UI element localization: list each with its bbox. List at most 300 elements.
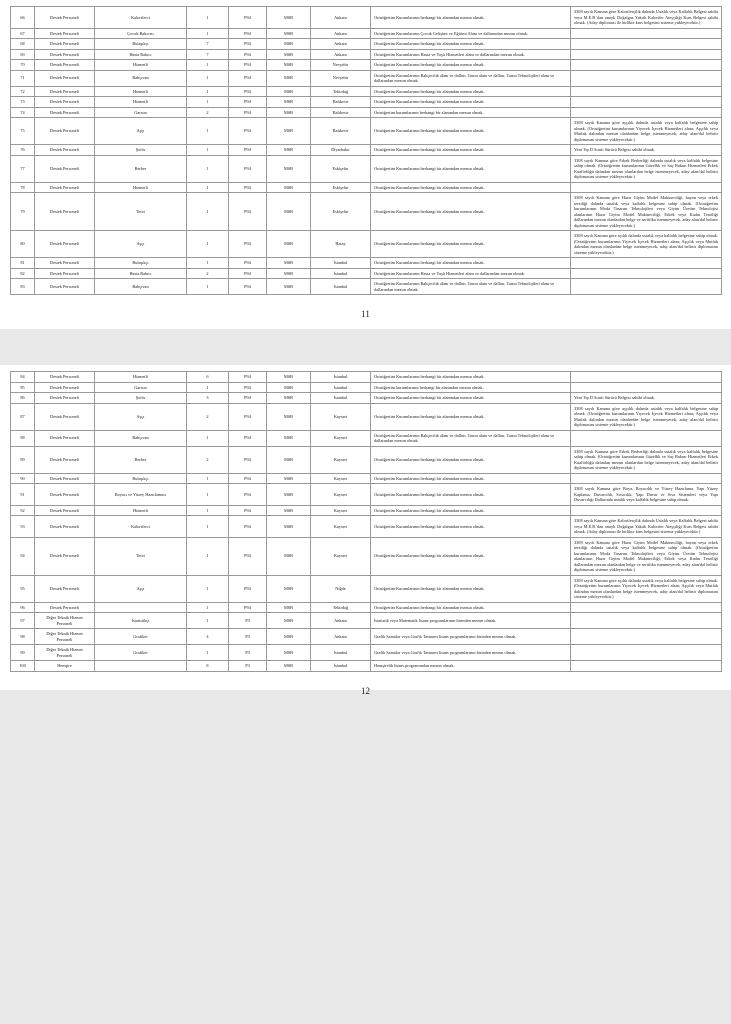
institution-cell: MSB bbox=[267, 382, 311, 393]
institution-cell: MSB bbox=[267, 403, 311, 430]
personnel-class-cell: Diğer Teknik Hizmet Personeli bbox=[35, 629, 95, 645]
table-row bbox=[11, 484, 722, 506]
table-row bbox=[11, 372, 722, 383]
table-row bbox=[11, 193, 722, 231]
table-row bbox=[11, 661, 722, 672]
table-row bbox=[11, 279, 722, 295]
education-requirement-cell: Ortaöğretim Kurumlarının herhangi bir alanından mezun olmak. bbox=[371, 505, 571, 516]
row-number-cell: 67 bbox=[11, 28, 35, 39]
score-type-cell: P94 bbox=[229, 28, 267, 39]
score-type-cell: P94 bbox=[229, 258, 267, 269]
quantity-cell: 7 bbox=[187, 39, 229, 50]
row-number-cell: 93 bbox=[11, 516, 35, 538]
other-requirement-cell bbox=[571, 372, 722, 383]
table-row bbox=[11, 613, 722, 629]
row-number-cell: 74 bbox=[11, 107, 35, 118]
score-type-cell: P94 bbox=[229, 70, 267, 86]
institution-cell: MSB bbox=[267, 193, 311, 231]
job-title-cell: Berber bbox=[95, 446, 187, 473]
table-row bbox=[11, 28, 722, 39]
institution-cell: MSB bbox=[267, 279, 311, 295]
document-page-12 bbox=[0, 365, 731, 696]
row-number-cell: 71 bbox=[11, 70, 35, 86]
other-requirement-cell: 3308 sayılı Kanuna göre Kaloriferçilik dalında Ustalık veya Kalfalık Belgesi sahibi veya M.E.B.'dan onaylı Doğalgaz Yakıtlı Kalorifer Ateşçiliği Kurs Belgesi sahibi olmak. (Aday diploması ile birlikte kurs belgesini sisteme yükleyecektir.) bbox=[571, 7, 722, 29]
education-requirement-cell: Ortaöğretim Kurumlarının Hasta ve Yaşlı Hizmetleri alanı ve dallarından mezun olmak. bbox=[371, 268, 571, 279]
quantity-cell: 1 bbox=[187, 473, 229, 484]
job-title-cell: Aşçı bbox=[95, 231, 187, 258]
other-requirement-cell: 3308 sayılı Kanuna göre Hazır Giyim Model Makineciliği, bayan veya erkek terziliği dalında ustalık veya kalfalık belgesine sahip olmak. (Ortaöğretim kurumlarının Moda Tasarım Teknolojileri veya Giyim Üretim Teknolojisi alanlarının Hazır Giyim Model Makineciliği, Erkek veya Kadın Terziliği dallarından mezun olanlardan belge ve sertifika istenmeyecek, aday alan/dal belirtir diplomasını sisteme yükleyecektir.) bbox=[571, 193, 722, 231]
table-row bbox=[11, 505, 722, 516]
job-title-cell: Bulaşıkçı bbox=[95, 258, 187, 269]
quantity-cell: 2 bbox=[187, 268, 229, 279]
personnel-class-cell: Destek Personeli bbox=[35, 28, 95, 39]
institution-cell: MSB bbox=[267, 613, 311, 629]
personnel-class-cell: Destek Personeli bbox=[35, 602, 95, 613]
other-requirement-cell: Yeni Tip D Sınıfı Sürücü Belgesi sahibi olmak. bbox=[571, 393, 722, 404]
other-requirement-cell bbox=[571, 182, 722, 193]
quantity-cell: 1 bbox=[187, 193, 229, 231]
score-type-cell: P94 bbox=[229, 430, 267, 446]
job-title-cell: Aşçı bbox=[95, 575, 187, 602]
table-row bbox=[11, 537, 722, 575]
score-type-cell: P94 bbox=[229, 382, 267, 393]
score-type-cell: P3 bbox=[229, 613, 267, 629]
score-type-cell: P94 bbox=[229, 473, 267, 484]
education-requirement-cell: Ortaöğretim Kurumlarının herhangi bir alanından mezun olmak. bbox=[371, 231, 571, 258]
education-requirement-cell: Ortaöğretim Kurumlarının herhangi bir alanından mezun olmak. bbox=[371, 60, 571, 71]
province-cell: Kayseri bbox=[311, 484, 371, 506]
quantity-cell: 1 bbox=[187, 645, 229, 661]
score-type-cell: P94 bbox=[229, 505, 267, 516]
province-cell: İstanbul bbox=[311, 268, 371, 279]
personnel-class-cell: Destek Personeli bbox=[35, 86, 95, 97]
job-title-cell: Berber bbox=[95, 155, 187, 182]
province-cell: Tekirdağ bbox=[311, 602, 371, 613]
quantity-cell: 8 bbox=[187, 661, 229, 672]
job-title-cell: Bahçıvan bbox=[95, 430, 187, 446]
personnel-class-cell: Destek Personeli bbox=[35, 107, 95, 118]
education-requirement-cell: Grafik Sanatlar veya Grafik Tasarımı lisans programlarının birinden mezun olmak. bbox=[371, 629, 571, 645]
province-cell: Kayseri bbox=[311, 505, 371, 516]
other-requirement-cell bbox=[571, 430, 722, 446]
institution-cell: MSB bbox=[267, 645, 311, 661]
row-number-cell: 72 bbox=[11, 86, 35, 97]
other-requirement-cell: 3308 sayılı Kanuna göre açılık dalında ustalık veya kalfalık belgesine sahip olmak. (Ortaöğretim kurumlarının Yiyecek İçecek Hizmetleri alanı; Aşçılık veya Mutfak dalından mezun olanlardan belge istenmeyecek, aday alan/dal belirtir diplomasını sisteme yükleyecektir.) bbox=[571, 575, 722, 602]
score-type-cell: P94 bbox=[229, 372, 267, 383]
other-requirement-cell bbox=[571, 279, 722, 295]
province-cell: İstanbul bbox=[311, 661, 371, 672]
institution-cell: MSB bbox=[267, 430, 311, 446]
other-requirement-cell bbox=[571, 505, 722, 516]
other-requirement-cell bbox=[571, 39, 722, 50]
province-cell: Kayseri bbox=[311, 473, 371, 484]
row-number-cell: 75 bbox=[11, 118, 35, 145]
table-row bbox=[11, 97, 722, 108]
institution-cell: MSB bbox=[267, 39, 311, 50]
score-type-cell: P94 bbox=[229, 268, 267, 279]
job-title-cell: Hizmetli bbox=[95, 97, 187, 108]
quantity-cell: 1 bbox=[187, 97, 229, 108]
job-title-cell bbox=[95, 602, 187, 613]
education-requirement-cell: Ortaöğretim Kurumlarının herhangi bir alanından mezun olmak. bbox=[371, 193, 571, 231]
score-type-cell: P94 bbox=[229, 403, 267, 430]
score-type-cell: P94 bbox=[229, 39, 267, 50]
other-requirement-cell bbox=[571, 60, 722, 71]
row-number-cell: 81 bbox=[11, 258, 35, 269]
personnel-class-cell: Destek Personeli bbox=[35, 575, 95, 602]
table-row bbox=[11, 86, 722, 97]
other-requirement-cell: 3308 sayılı Kanuna göre aşçılık dalında ustalık veya kalfalık belgesine sahip olmak. (Ortaöğretim kurumlarının Yiyecek İçecek Hizmetleri alanı; Aşçılık veya Mutfak dalından mezun olanlardan belge istenmeyecek, aday alan/dal belirtir diplomasını sisteme yükleyecektir.) bbox=[571, 403, 722, 430]
quantity-cell: 1 bbox=[187, 258, 229, 269]
score-type-cell: P3 bbox=[229, 645, 267, 661]
province-cell: Ankara bbox=[311, 39, 371, 50]
job-title-cell: Şoför bbox=[95, 145, 187, 156]
row-number-cell: 97 bbox=[11, 613, 35, 629]
row-number-cell: 91 bbox=[11, 484, 35, 506]
education-requirement-cell: Ortaöğretim Kurumlarının herhangi bir alanından mezun olmak. bbox=[371, 484, 571, 506]
institution-cell: MSB bbox=[267, 258, 311, 269]
other-requirement-cell bbox=[571, 602, 722, 613]
province-cell: Kayseri bbox=[311, 403, 371, 430]
institution-cell: MSB bbox=[267, 60, 311, 71]
quantity-cell: 1 bbox=[187, 7, 229, 29]
province-cell: İstanbul bbox=[311, 258, 371, 269]
province-cell: Nevşehir bbox=[311, 70, 371, 86]
province-cell: Eskişehir bbox=[311, 182, 371, 193]
personnel-class-cell: Destek Personeli bbox=[35, 372, 95, 383]
table-row bbox=[11, 118, 722, 145]
other-requirement-cell: 3308 sayılı Kanuna göre aşçılık dalında ustalık veya kalfalık belgesine sahip olmak. (Ortaöğretim kurumlarının Yiyecek İçecek Hizmetleri alanı; Aşçılık veya Mutfak dalından mezun olanlardan belge istenmeyecek, aday alan/dal belirtir diplomasını sisteme yükleyecektir.) bbox=[571, 118, 722, 145]
institution-cell: MSB bbox=[267, 7, 311, 29]
institution-cell: MSB bbox=[267, 446, 311, 473]
quantity-cell: 2 bbox=[187, 107, 229, 118]
table-row bbox=[11, 473, 722, 484]
row-number-cell: 77 bbox=[11, 155, 35, 182]
personnel-class-cell: Destek Personeli bbox=[35, 193, 95, 231]
personnel-class-cell: Hemşire bbox=[35, 661, 95, 672]
personnel-class-cell: Diğer Teknik Hizmet Personeli bbox=[35, 645, 95, 661]
province-cell: İstanbul bbox=[311, 279, 371, 295]
other-requirement-cell: 3308 sayılı Kanuna göre açılık dalında ustalık veya kalfalık belgesine sahip olmak. (Ortaöğretim kurumlarının Yiyecek İçecek Hizmetleri alanı; Aşçılık veya Mutfak dalından mezun olanlardan belge istenmeyecek, aday alan/dal belirtir diplomasını sisteme yükleyecektir.) bbox=[571, 231, 722, 258]
table-row bbox=[11, 39, 722, 50]
table-row bbox=[11, 446, 722, 473]
institution-cell: MSB bbox=[267, 97, 311, 108]
job-title-cell: Hizmetli bbox=[95, 372, 187, 383]
job-title-cell bbox=[95, 661, 187, 672]
education-requirement-cell: Ortaöğretim Kurumlarının herhangi bir alanından mezun olmak. bbox=[371, 575, 571, 602]
job-title-cell: Garson bbox=[95, 107, 187, 118]
quantity-cell: 1 bbox=[187, 382, 229, 393]
quantity-cell: 1 bbox=[187, 86, 229, 97]
score-type-cell: P94 bbox=[229, 602, 267, 613]
job-title-cell: Aşçı bbox=[95, 403, 187, 430]
personnel-class-cell: Destek Personeli bbox=[35, 430, 95, 446]
personnel-class-cell: Destek Personeli bbox=[35, 97, 95, 108]
education-requirement-cell: Grafik Sanatlar veya Grafik Tasarımı lisans programlarının birinden mezun olmak. bbox=[371, 645, 571, 661]
job-title-cell: Grafiker bbox=[95, 629, 187, 645]
row-number-cell: 99 bbox=[11, 645, 35, 661]
institution-cell: MSB bbox=[267, 575, 311, 602]
quantity-cell: 1 bbox=[187, 516, 229, 538]
province-cell: İstanbul bbox=[311, 393, 371, 404]
job-title-cell: Çocuk Bakıcısı bbox=[95, 28, 187, 39]
personnel-table-page-11 bbox=[10, 6, 722, 295]
province-cell: Balıkesir bbox=[311, 118, 371, 145]
institution-cell: MSB bbox=[267, 661, 311, 672]
personnel-class-cell: Destek Personeli bbox=[35, 7, 95, 29]
table-row bbox=[11, 268, 722, 279]
table-row bbox=[11, 145, 722, 156]
page-number-11: 11 bbox=[361, 309, 370, 319]
education-requirement-cell: Ortaöğretim Kurumlarının herhangi bir alanından mezun olmak. bbox=[371, 118, 571, 145]
other-requirement-cell bbox=[571, 473, 722, 484]
job-title-cell: Boyacı ve Yüzey Hazırlamacı bbox=[95, 484, 187, 506]
education-requirement-cell: Ortaöğretim Kurumlarının herhangi bir alanından mezun olmak. bbox=[371, 372, 571, 383]
row-number-cell: 68 bbox=[11, 39, 35, 50]
job-title-cell: Kaloriferci bbox=[95, 7, 187, 29]
score-type-cell: P94 bbox=[229, 118, 267, 145]
education-requirement-cell: Ortaöğretim Kurumlarının Hasta ve Yaşlı Hizmetleri alanı ve dallarından mezun olmak. bbox=[371, 49, 571, 60]
row-number-cell: 73 bbox=[11, 97, 35, 108]
other-requirement-cell: Yeni Tip D Sınıfı Sürücü Belgesi sahibi olmak. bbox=[571, 145, 722, 156]
job-title-cell: Bahçıvan bbox=[95, 70, 187, 86]
personnel-class-cell: Destek Personeli bbox=[35, 268, 95, 279]
province-cell: Ankara bbox=[311, 629, 371, 645]
table-row bbox=[11, 7, 722, 29]
row-number-cell: 80 bbox=[11, 231, 35, 258]
education-requirement-cell: Ortaöğretim Kurumlarının Bahçecilik alanı ve dalları, Tarım alanı ve dalları, Tarım Teknolojileri alanı ve dallarından mezun olmak. bbox=[371, 430, 571, 446]
education-requirement-cell: Ortaöğretim Kurumlarının herhangi bir alanından mezun olmak. bbox=[371, 446, 571, 473]
table-row bbox=[11, 393, 722, 404]
row-number-cell: 70 bbox=[11, 60, 35, 71]
quantity-cell: 1 bbox=[187, 231, 229, 258]
score-type-cell: P94 bbox=[229, 145, 267, 156]
education-requirement-cell: Ortaöğretim Kurumlarının herhangi bir alanından mezun olmak. bbox=[371, 393, 571, 404]
table-row bbox=[11, 231, 722, 258]
row-number-cell: 83 bbox=[11, 279, 35, 295]
score-type-cell: P94 bbox=[229, 7, 267, 29]
job-title-cell: Terzi bbox=[95, 193, 187, 231]
job-title-cell: Bulaşıkçı bbox=[95, 473, 187, 484]
other-requirement-cell bbox=[571, 86, 722, 97]
table-row bbox=[11, 70, 722, 86]
page-separator bbox=[0, 329, 731, 365]
personnel-class-cell: Destek Personeli bbox=[35, 39, 95, 50]
institution-cell: MSB bbox=[267, 107, 311, 118]
other-requirement-cell bbox=[571, 268, 722, 279]
personnel-class-cell: Destek Personeli bbox=[35, 403, 95, 430]
personnel-class-cell: Destek Personeli bbox=[35, 382, 95, 393]
other-requirement-cell bbox=[571, 645, 722, 661]
education-requirement-cell: Ortaöğretim kurumlarının herhangi bir alanından mezun olmak. bbox=[371, 107, 571, 118]
education-requirement-cell: Ortaöğretim Kurumlarının herhangi bir alanından mezun olmak. bbox=[371, 403, 571, 430]
score-type-cell: P94 bbox=[229, 193, 267, 231]
table-row bbox=[11, 382, 722, 393]
row-number-cell: 84 bbox=[11, 372, 35, 383]
table-row bbox=[11, 107, 722, 118]
row-number-cell: 76 bbox=[11, 145, 35, 156]
quantity-cell: 1 bbox=[187, 28, 229, 39]
quantity-cell: 1 bbox=[187, 279, 229, 295]
other-requirement-cell bbox=[571, 613, 722, 629]
job-title-cell: Hizmetli bbox=[95, 505, 187, 516]
province-cell: Ankara bbox=[311, 28, 371, 39]
province-cell: Kayseri bbox=[311, 516, 371, 538]
education-requirement-cell: Hemşirelik lisans programından mezun olmak. bbox=[371, 661, 571, 672]
row-number-cell: 96 bbox=[11, 602, 35, 613]
personnel-table-page-12 bbox=[10, 371, 722, 672]
job-title-cell: Garson bbox=[95, 382, 187, 393]
personnel-class-cell: Destek Personeli bbox=[35, 155, 95, 182]
education-requirement-cell: Ortaöğretim Kurumlarının herhangi bir alanından mezun olmak. bbox=[371, 97, 571, 108]
row-number-cell: 89 bbox=[11, 446, 35, 473]
row-number-cell: 66 bbox=[11, 7, 35, 29]
row-number-cell: 90 bbox=[11, 473, 35, 484]
other-requirement-cell bbox=[571, 107, 722, 118]
table-row bbox=[11, 60, 722, 71]
row-number-cell: 88 bbox=[11, 430, 35, 446]
other-requirement-cell: 3308 sayılı Kanuna göre Kaloriferçilik dalında Ustalık veya Kalfalık Belgesi sahibi veya M.E.B.'dan onaylı Doğalgaz Yakıtlı Kalorifer Ateşçiliği Kurs Belgesi sahibi olmak. (Aday diploması ile birlikte kurs belgesini sisteme yükleyecektir.) bbox=[571, 516, 722, 538]
score-type-cell: P94 bbox=[229, 155, 267, 182]
education-requirement-cell: Ortaöğretim Kurumlarının herhangi bir alanından mezun olmak. bbox=[371, 537, 571, 575]
job-title-cell: Grafiker bbox=[95, 645, 187, 661]
score-type-cell: P94 bbox=[229, 537, 267, 575]
quantity-cell: 4 bbox=[187, 629, 229, 645]
quantity-cell: 1 bbox=[187, 602, 229, 613]
row-number-cell: 86 bbox=[11, 393, 35, 404]
personnel-class-cell: Destek Personeli bbox=[35, 279, 95, 295]
institution-cell: MSB bbox=[267, 231, 311, 258]
province-cell: Eskişehir bbox=[311, 193, 371, 231]
education-requirement-cell: Ortaöğretim Kurumlarının Bahçecilik alanı ve dalları, Tarım alanı ve dalları, Tarım Teknolojileri alanı ve dallarından mezun olmak. bbox=[371, 279, 571, 295]
score-type-cell: P94 bbox=[229, 484, 267, 506]
personnel-class-cell: Destek Personeli bbox=[35, 145, 95, 156]
institution-cell: MSB bbox=[267, 28, 311, 39]
province-cell: Hatay bbox=[311, 231, 371, 258]
table-row bbox=[11, 182, 722, 193]
personnel-class-cell: Destek Personeli bbox=[35, 516, 95, 538]
job-title-cell: Hizmetli bbox=[95, 60, 187, 71]
education-requirement-cell: Ortaöğretim Kurumlarının herhangi bir alanından mezun olmak. bbox=[371, 182, 571, 193]
institution-cell: MSB bbox=[267, 86, 311, 97]
province-cell: Kayseri bbox=[311, 537, 371, 575]
institution-cell: MSB bbox=[267, 484, 311, 506]
institution-cell: MSB bbox=[267, 268, 311, 279]
province-cell: Ankara bbox=[311, 49, 371, 60]
institution-cell: MSB bbox=[267, 145, 311, 156]
quantity-cell: 1 bbox=[187, 182, 229, 193]
education-requirement-cell: Ortaöğretim Kurumlarının Bahçecilik alanı ve dalları, Tarım alanı ve dalları, Tarım Teknolojileri alanı ve dallarından mezun olmak. bbox=[371, 70, 571, 86]
job-title-cell: Hizmetli bbox=[95, 86, 187, 97]
score-type-cell: P94 bbox=[229, 182, 267, 193]
personnel-class-cell: Destek Personeli bbox=[35, 484, 95, 506]
score-type-cell: P3 bbox=[229, 661, 267, 672]
quantity-cell: 2 bbox=[187, 403, 229, 430]
other-requirement-cell: 3308 sayılı Kanuna göre Erkek Berberliği dalında ustalık veya kalfalık belgesine sahip olmak. (Ortaöğretim kurumlarının Güzellik ve Saç Bakım Hizmetleri Erkek Kuaförlüğü dalından mezun olanlardan belge istenmeyecek, aday alan/dal belirtir diplomasını sisteme yükleyecektir.) bbox=[571, 446, 722, 473]
other-requirement-cell: 3308 sayılı Kanuna göre Erkek Berberliği dalında ustalık veya kalfalık belgesine sahip olmak. (Ortaöğretim kurumlarının Güzellik ve Saç Bakım Hizmetleri Erkek Kuaförlüğü dalından mezun olanlardan belge istenmeyecek, aday alan/dal belirtir diplomasını sisteme yükleyecektir.) bbox=[571, 155, 722, 182]
institution-cell: MSB bbox=[267, 70, 311, 86]
personnel-class-cell: Destek Personeli bbox=[35, 537, 95, 575]
education-requirement-cell: Ortaöğretim Kurumlarının Çocuk Gelişimi ve Eğitimi Alanı ve dallarından mezun olmak. bbox=[371, 28, 571, 39]
row-number-cell: 78 bbox=[11, 182, 35, 193]
score-type-cell: P94 bbox=[229, 60, 267, 71]
education-requirement-cell: Ortaöğretim Kurumlarının herhangi bir alanından mezun olmak. bbox=[371, 86, 571, 97]
job-title-cell: Şoför bbox=[95, 393, 187, 404]
institution-cell: MSB bbox=[267, 516, 311, 538]
score-type-cell: P94 bbox=[229, 446, 267, 473]
education-requirement-cell: Ortaöğretim Kurumlarının herhangi bir alanından mezun olmak. bbox=[371, 155, 571, 182]
score-type-cell: P94 bbox=[229, 575, 267, 602]
job-title-cell: Bulaşıkçı bbox=[95, 39, 187, 50]
quantity-cell: 1 bbox=[187, 145, 229, 156]
table-row bbox=[11, 430, 722, 446]
quantity-cell: 1 bbox=[187, 70, 229, 86]
quantity-cell: 1 bbox=[187, 613, 229, 629]
other-requirement-cell bbox=[571, 97, 722, 108]
province-cell: Nevşehir bbox=[311, 60, 371, 71]
job-title-cell: Kaloriferci bbox=[95, 516, 187, 538]
job-title-cell: Terzi bbox=[95, 537, 187, 575]
quantity-cell: 1 bbox=[187, 537, 229, 575]
institution-cell: MSB bbox=[267, 537, 311, 575]
province-cell: Tekirdağ bbox=[311, 86, 371, 97]
province-cell: İstanbul bbox=[311, 372, 371, 383]
personnel-class-cell: Destek Personeli bbox=[35, 505, 95, 516]
other-requirement-cell bbox=[571, 258, 722, 269]
row-number-cell: 85 bbox=[11, 382, 35, 393]
institution-cell: MSB bbox=[267, 155, 311, 182]
row-number-cell: 94 bbox=[11, 537, 35, 575]
institution-cell: MSB bbox=[267, 393, 311, 404]
score-type-cell: P94 bbox=[229, 231, 267, 258]
other-requirement-cell: 3308 sayılı Kanuna göre Hazır Giyim Model Makineciliği, bayan veya erkek terziliği dalında ustalık veya kalfalık belgesine sahip olmak. (Ortaöğretim kurumlarının Moda Tasarım Teknolojileri veya Giyim Üretim Teknolojisi alanlarının Hazır Giyim Model Makineciliği, Erkek veya Kadın Terziliği dallarından mezun olanlardan belge ve sertifika istenmeyecek, aday alan/dal belirtir diplomasını sisteme yükleyecektir.) bbox=[571, 537, 722, 575]
personnel-class-cell: Destek Personeli bbox=[35, 60, 95, 71]
page-number-12: 12 bbox=[361, 685, 370, 696]
institution-cell: MSB bbox=[267, 118, 311, 145]
row-number-cell: 100 bbox=[11, 661, 35, 672]
personnel-class-cell: Destek Personeli bbox=[35, 49, 95, 60]
education-requirement-cell: Ortaöğretim Kurumlarının herhangi bir alanından mezun olmak. bbox=[371, 473, 571, 484]
score-type-cell: P94 bbox=[229, 107, 267, 118]
institution-cell: MSB bbox=[267, 182, 311, 193]
other-requirement-cell: 3308 sayılı Kanuna göre Boya, Boyacılık ve Yüzey Hazırlama, Yapı Yüzey Kaplama, Duvarcılık, Sıvacılık, Yapı Duvar ve Sıva Sistemleri veya Yapı Duvarcılığı Dallarında ustalık veya kalfalık belgesine sahip olmak. bbox=[571, 484, 722, 506]
quantity-cell: 1 bbox=[187, 484, 229, 506]
job-title-cell: Bahçıvan bbox=[95, 279, 187, 295]
other-requirement-cell bbox=[571, 661, 722, 672]
job-title-cell: Hasta Bakıcı bbox=[95, 268, 187, 279]
education-requirement-cell: Ortaöğretim kurumlarının herhangi bir alanından mezun olmak. bbox=[371, 382, 571, 393]
education-requirement-cell: Ortaöğretim Kurumlarının herhangi bir alanından mezun olmak. bbox=[371, 39, 571, 50]
quantity-cell: 1 bbox=[187, 60, 229, 71]
personnel-class-cell: Destek Personeli bbox=[35, 118, 95, 145]
institution-cell: MSB bbox=[267, 602, 311, 613]
table-row bbox=[11, 645, 722, 661]
province-cell: Balıkesir bbox=[311, 107, 371, 118]
table-row bbox=[11, 602, 722, 613]
province-cell: Kayseri bbox=[311, 446, 371, 473]
quantity-cell: 6 bbox=[187, 372, 229, 383]
other-requirement-cell bbox=[571, 70, 722, 86]
education-requirement-cell: İstatistik veya Matematik lisans programlarının birinden mezun olmak. bbox=[371, 613, 571, 629]
personnel-class-cell: Destek Personeli bbox=[35, 446, 95, 473]
document-page-11 bbox=[0, 0, 731, 329]
score-type-cell: P94 bbox=[229, 49, 267, 60]
row-number-cell: 98 bbox=[11, 629, 35, 645]
province-cell: Ankara bbox=[311, 613, 371, 629]
province-cell: İstanbul bbox=[311, 382, 371, 393]
institution-cell: MSB bbox=[267, 629, 311, 645]
score-type-cell: P94 bbox=[229, 393, 267, 404]
